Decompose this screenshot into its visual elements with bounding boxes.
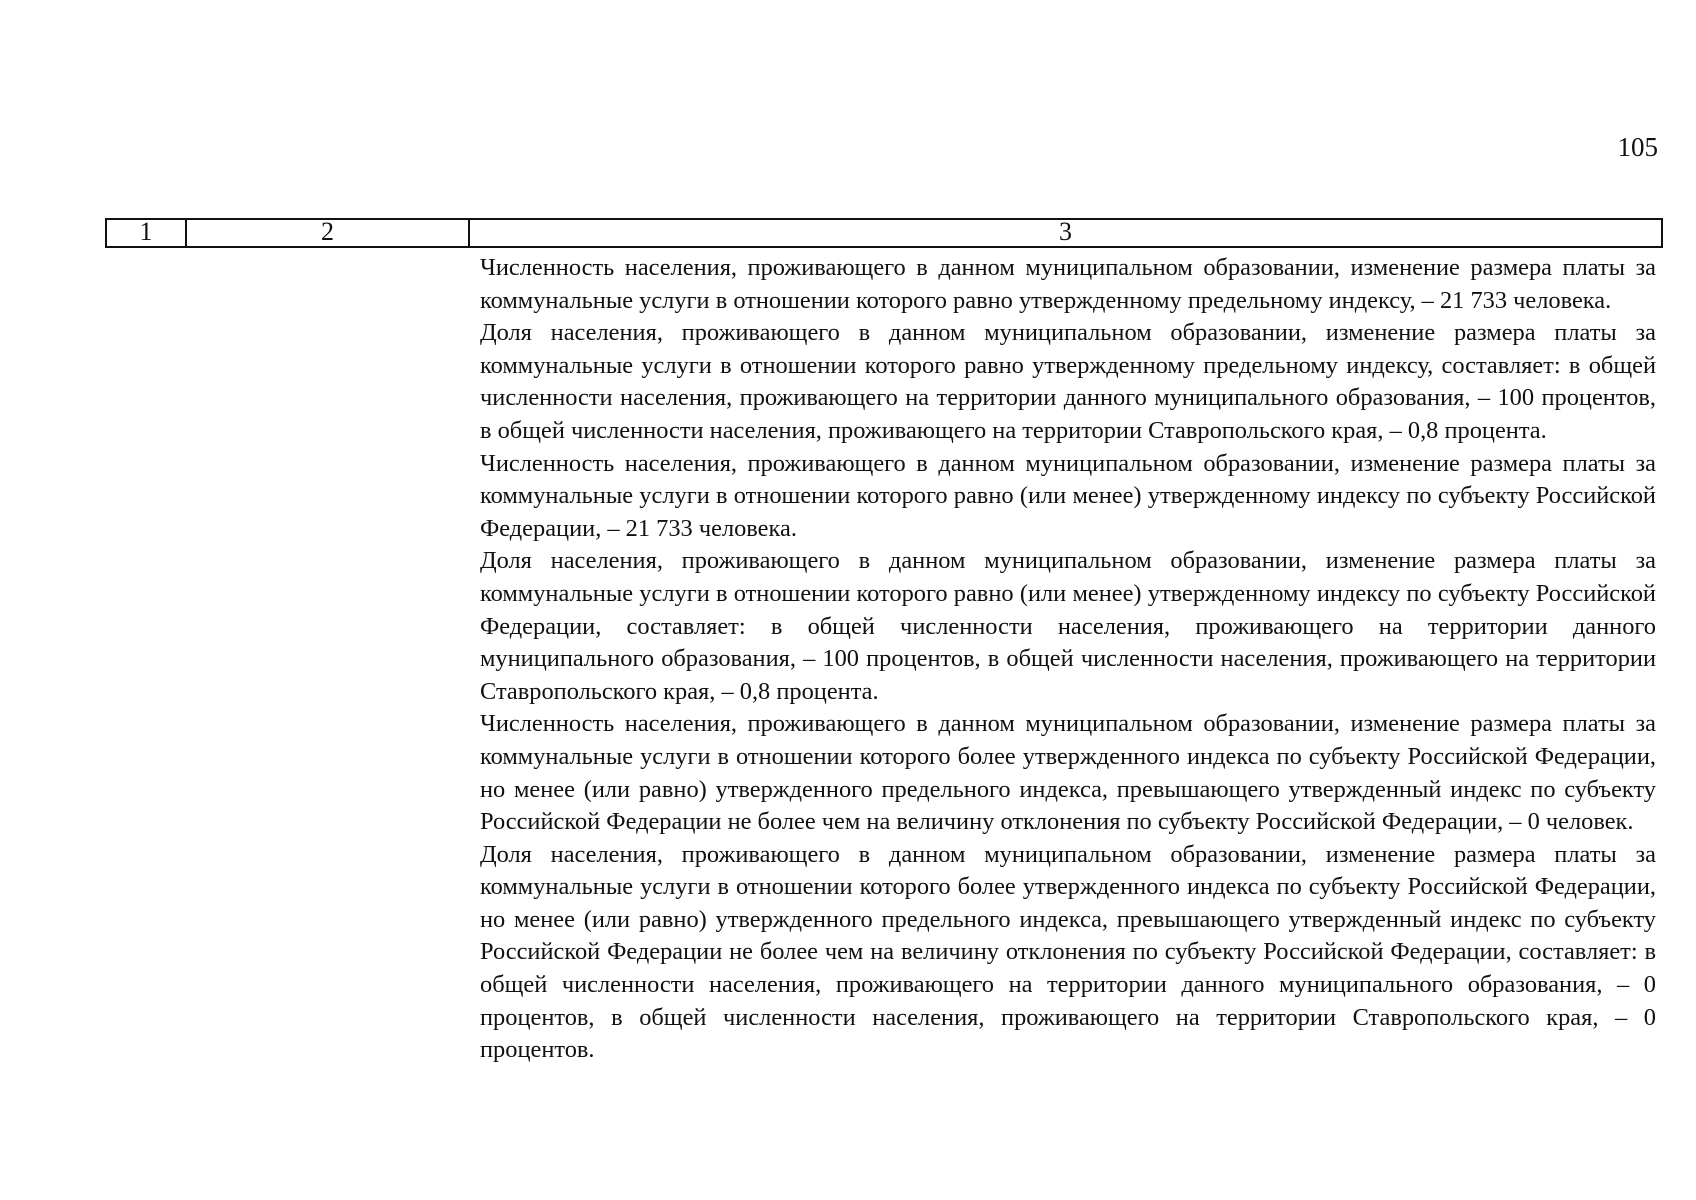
table-header-cell-1: 1 (107, 220, 187, 246)
table-header-cell-3: 3 (1059, 217, 1072, 246)
paragraph-share-equal-limit-index: Доля населения, проживающего в данном муниципальном образовании, изменение размера платы за коммунальные услуги в отношении которого равно утвержденному предельному индексу, составляет: в общей численности населения, проживающего на территории данного муниципального образования, – 100 процентов, в общей численности населения, проживающего на территории Ставропольского края, – 0,8 процента. (480, 319, 1656, 444)
paragraph-population-equal-limit-index: Численность населения, проживающего в данном муниципальном образовании, изменение размера платы за коммунальные услуги в отношении которого равно утвержденному предельному индексу, – 21 733 человека. (480, 254, 1656, 314)
table-header-row (105, 218, 1663, 248)
paragraph-share-above-index: Доля населения, проживающего в данном муниципальном образовании, изменение размера платы за коммунальные услуги в отношении которого более утвержденного индекса по субъекту Российской Федерации, но менее (или равно) утвержденного предельного индекса, превышающего утвержденный индекс по субъекту Российской Федерации не более чем на величину отклонения по субъекту Российской Федерации, составляет: в общей численности населения, проживающего на территории данного муниципального образования, – 0 процентов, в общей численности населения, проживающего на территории Ставропольского края, – 0 процентов. (480, 840, 1656, 1064)
paragraph-population-equal-or-less-index: Численность населения, проживающего в данном муниципальном образовании, изменение размера платы за коммунальные услуги в отношении которого равно (или менее) утвержденному индексу по субъекту Российской Федерации, – 21 733 человека. (480, 449, 1656, 542)
paragraph-population-above-index: Численность населения, проживающего в данном муниципальном образовании, изменение размера платы за коммунальные услуги в отношении которого более утвержденного индекса по субъекту Российской Федерации, но менее (или равно) утвержденного предельного индекса, превышающего утвержденный индекс по субъекту Российской Федерации не более чем на величину отклонения по субъекту Российской Федерации, – 0 человек. (480, 710, 1656, 836)
table-body-column-3 (480, 252, 1656, 1067)
paragraph-share-equal-or-less-index: Доля населения, проживающего в данном муниципальном образовании, изменение размера платы за коммунальные услуги в отношении которого равно (или менее) утвержденному индексу по субъекту Российской Федерации, составляет: в общей численности населения, проживающего на территории данного муниципального образования, – 100 процентов, в общей численности населения, проживающего на территории Ставропольского края, – 0,8 процента. (480, 547, 1656, 705)
page-number: 105 (1617, 132, 1658, 162)
table-header-cell-2: 2 (187, 220, 470, 246)
